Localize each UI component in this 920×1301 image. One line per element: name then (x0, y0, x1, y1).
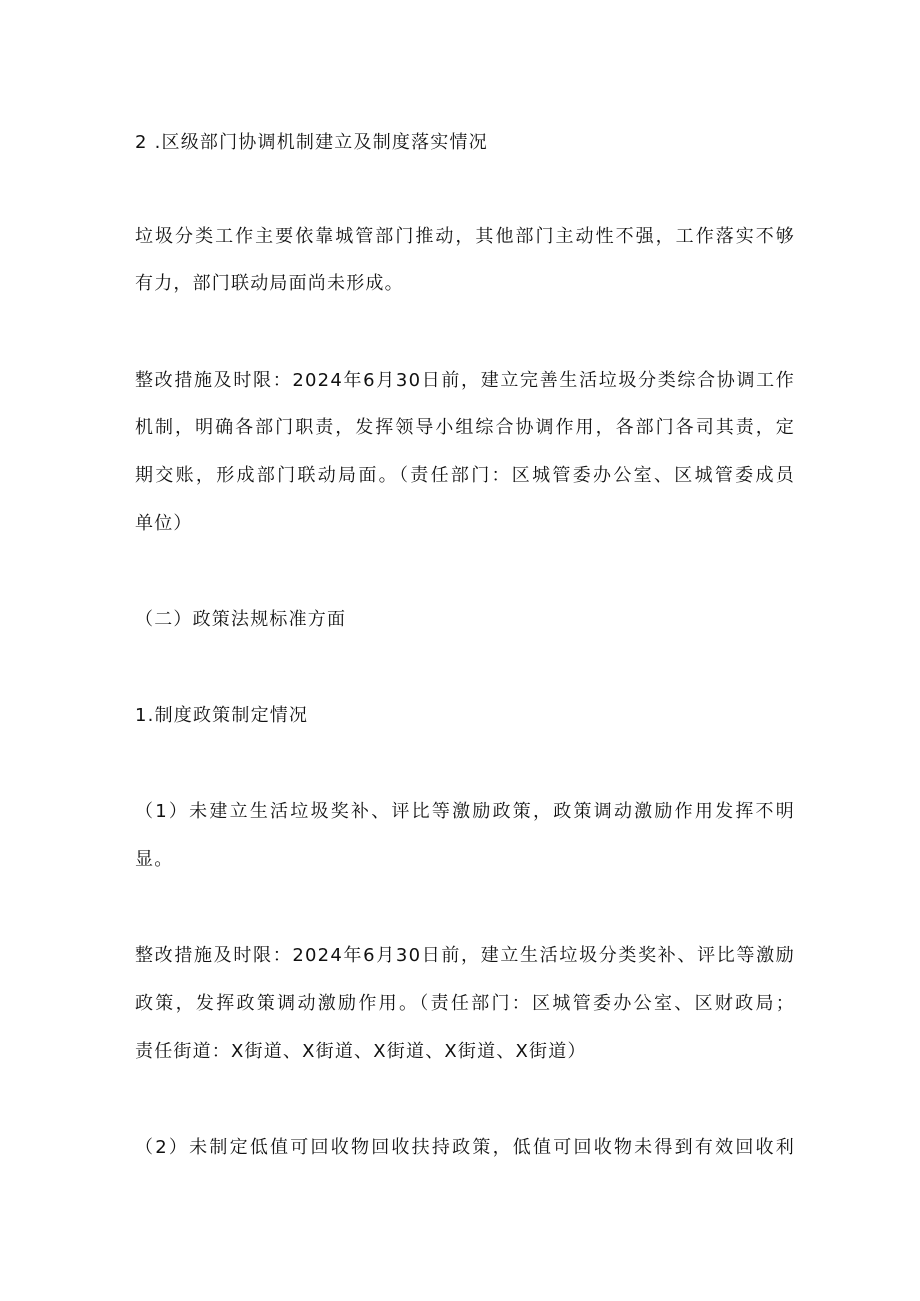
problem-text-line-2: 有力，部门联动局面尚未形成。 (135, 273, 404, 294)
item-1-text-line-1: （1）未建立生活垃圾奖补、评比等激励政策，政策调动激励作用发挥不明 (135, 801, 795, 822)
item-2-text-line-1: （2）未制定低值可回收物回收扶持政策，低值可回收物未得到有效回收利 (135, 1137, 795, 1158)
section-heading-policy: （二）政策法规标准方面 (135, 609, 347, 630)
measure-text-line-4: 单位） (135, 513, 193, 534)
measure-2-text-line-3: 责任街道：X街道、X街道、X街道、X街道、X街道） (135, 1041, 587, 1062)
section-heading-coordination: 2 .区级部门协调机制建立及制度落实情况 (135, 132, 488, 153)
problem-text-line-1: 垃圾分类工作主要依靠城管部门推动，其他部门主动性不强，工作落实不够 (135, 226, 795, 247)
subsection-heading-policy-making: 1.制度政策制定情况 (135, 705, 309, 726)
measure-2-text-line-1: 整改措施及时限：2024年6月30日前，建立生活垃圾分类奖补、评比等激励 (135, 945, 795, 966)
measure-2-text-line-2: 政策，发挥政策调动激励作用。（责任部门：区城管委办公室、区财政局； (135, 993, 795, 1014)
measure-text-line-3: 期交账，形成部门联动局面。（责任部门：区城管委办公室、区城管委成员 (135, 465, 795, 486)
measure-text-line-1: 整改措施及时限：2024年6月30日前，建立完善生活垃圾分类综合协调工作 (135, 370, 795, 391)
item-1-text-line-2: 显。 (135, 849, 174, 870)
measure-text-line-2: 机制，明确各部门职责，发挥领导小组综合协调作用，各部门各司其责，定 (135, 417, 795, 438)
